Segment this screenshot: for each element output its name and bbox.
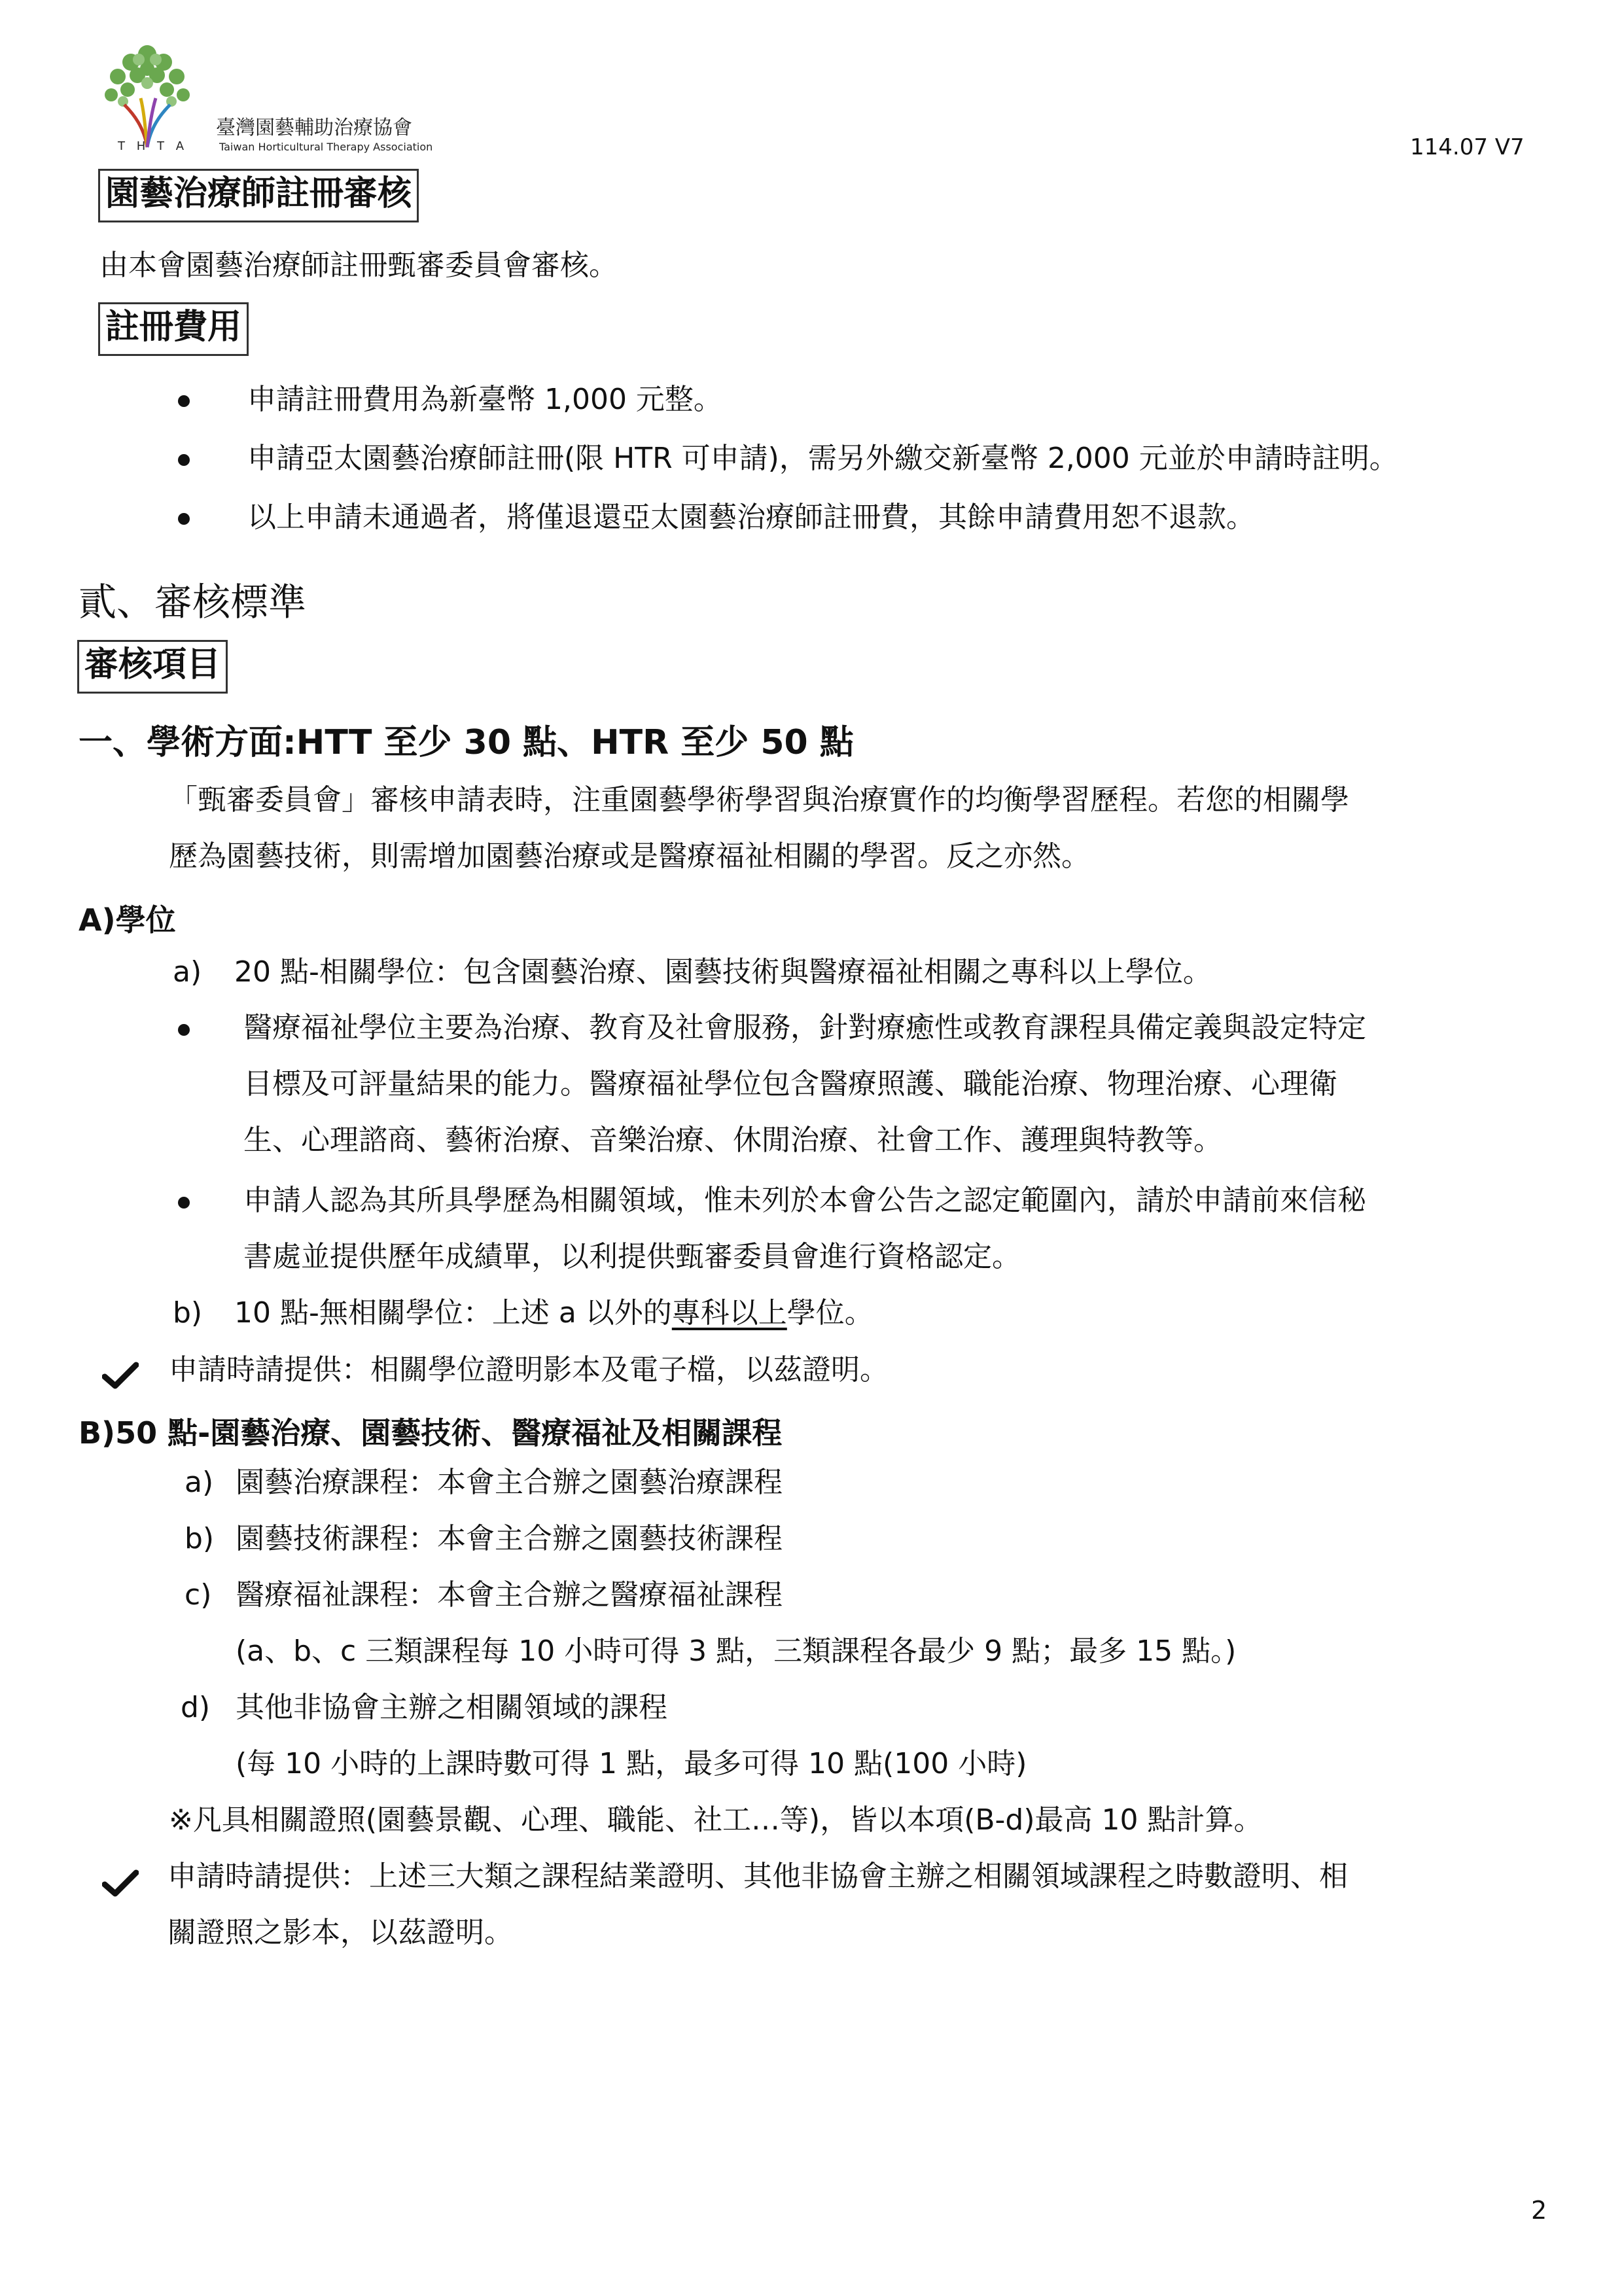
review-text: 由本會園藝治療師註冊甄審委員會審核。 [99, 249, 618, 282]
black-dot-icon [178, 454, 190, 466]
course-note: (a、b、c 三類課程每 10 小時可得 3 點，三類課程各最少 9 點；最多 15 點。) [236, 1634, 1237, 1668]
black-dot-icon [178, 1024, 190, 1036]
license-note: ※凡具相關證照(園藝景觀、心理、職能、社工…等)，皆以本項(B-d)最高 10 點計算。 [169, 1803, 1263, 1837]
section-heading: 貳、審核標準 [79, 580, 307, 624]
items-title: 審核項目 [77, 640, 228, 694]
item-label: a) [173, 955, 202, 989]
item-text: 醫療福祉課程：本會主合辦之醫療福祉課程 [236, 1578, 783, 1612]
header-logo [98, 36, 465, 160]
bullet-line: 生、心理諮商、藝術治療、音樂治療、休閒治療、社會工作、護理與特教等。 [243, 1123, 1222, 1157]
black-dot-icon [178, 513, 190, 525]
check-text: 申請時請提供：相關學位證明影本及電子檔，以茲證明。 [169, 1353, 889, 1386]
academic-heading: 一、學術方面:HTT 至少 30 點、HTR 至少 50 點 [79, 723, 854, 762]
item-text-post: 學位。 [786, 1296, 874, 1330]
page-number: 2 [1531, 2196, 1547, 2225]
logo-org-abbr: T H T A [118, 139, 188, 153]
black-dot-icon [178, 1197, 190, 1209]
check-text: 關證照之影本，以茲證明。 [168, 1916, 513, 1949]
intro-line: 歷為園藝技術，則需增加園藝治療或是醫療福祉相關的學習。反之亦然。 [169, 839, 1090, 873]
bullet-line: 醫療福祉學位主要為治療、教育及社會服務，針對療癒性或教育課程具備定義與設定特定 [243, 1011, 1366, 1044]
tree-logo-icon [98, 36, 196, 154]
item-text: 20 點-相關學位：包含園藝治療、園藝技術與醫療福祉相關之專科以上學位。 [234, 955, 1212, 989]
checkmark-icon [102, 1869, 139, 1898]
fees-title: 註冊費用 [98, 302, 249, 356]
item-label: b) [185, 1522, 215, 1555]
fee-item-text: 申請亞太園藝治療師註冊(限 HTR 可申請)，需另外繳交新臺幣 2,000 元並於申請時註明。 [247, 442, 1398, 475]
fee-item-text: 申請註冊費用為新臺幣 1,000 元整。 [247, 383, 722, 416]
logo-org-zh: 臺灣園藝輔助治療協會 [216, 116, 412, 139]
black-dot-icon [178, 395, 190, 407]
item-text: 其他非協會主辦之相關領域的課程 [236, 1691, 667, 1724]
item-label: a) [185, 1466, 214, 1499]
item-text-underlined: 專科以上 [671, 1296, 787, 1330]
bullet-line: 書處並提供歷年成績單，以利提供甄審委員會進行資格認定。 [243, 1240, 1021, 1273]
version-label: 114.07 V7 [1410, 134, 1525, 160]
bullet-line: 目標及可評量結果的能力。醫療福祉學位包含醫療照護、職能治療、物理治療、心理衛 [243, 1067, 1337, 1101]
course-note: (每 10 小時的上課時數可得 1 點，最多可得 10 點(100 小時) [236, 1747, 1027, 1780]
item-text [234, 1296, 874, 1331]
item-text: 園藝治療課程：本會主合辦之園藝治療課程 [236, 1466, 783, 1499]
checkmark-icon [102, 1361, 139, 1390]
item-text: 園藝技術課程：本會主合辦之園藝技術課程 [236, 1522, 783, 1555]
item-label: c) [185, 1578, 212, 1612]
logo-org-en: Taiwan Horticultural Therapy Association [219, 141, 433, 153]
fee-item-text: 以上申請未通過者，將僅退還亞太園藝治療師註冊費，其餘申請費用恕不退款。 [247, 501, 1255, 534]
courses-heading: B)50 點-園藝治療、園藝技術、醫療福祉及相關課程 [79, 1415, 783, 1451]
item-label: d) [181, 1691, 211, 1724]
item-label: b) [173, 1296, 203, 1330]
intro-line: 「甄審委員會」審核申請表時，注重園藝學術學習與治療實作的均衡學習歷程。若您的相關學 [169, 783, 1349, 817]
degree-heading: A)學位 [79, 902, 176, 938]
item-text-pre: 10 點-無相關學位：上述 a 以外的 [234, 1296, 672, 1330]
review-title: 園藝治療師註冊審核 [98, 169, 419, 222]
check-text: 申請時請提供：上述三大類之課程結業證明、其他非協會主辦之相關領域課程之時數證明、相 [168, 1860, 1348, 1893]
bullet-line: 申請人認為其所具學歷為相關領域，惟未列於本會公告之認定範圍內，請於申請前來信秘 [243, 1184, 1366, 1217]
